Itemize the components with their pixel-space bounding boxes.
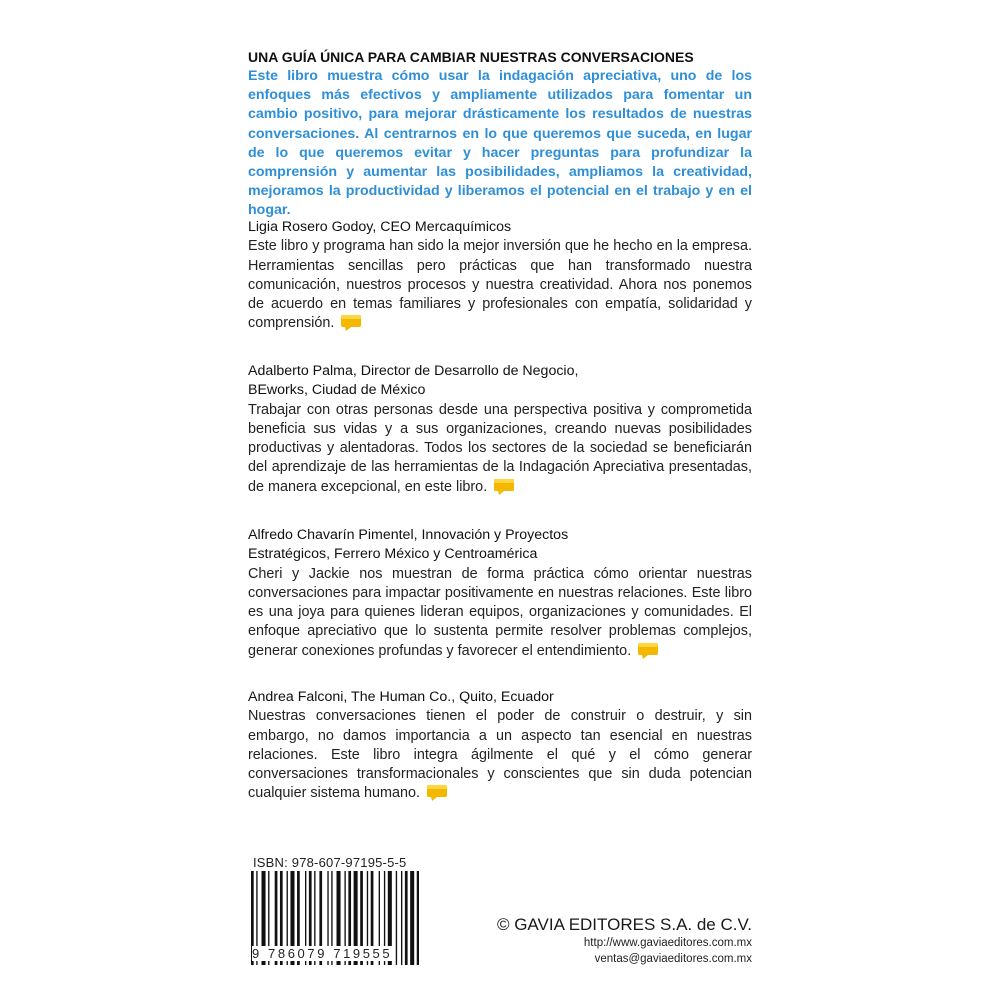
review-quote-text: Cheri y Jackie nos muestran de forma práctica cómo orientar nuestras conversaciones para impactar positivamente en nuestras relaciones. Este libro es una joya para quienes lideran equipos, organizaciones y comunidades. El enfoque apreciativo que lo sustenta permite resolver problemas complejos, generar conexiones profundas y favorecer el entendimiento. [248, 565, 752, 659]
barcode-bar [405, 871, 408, 965]
review-3 [248, 526, 752, 661]
review-quote [248, 401, 752, 497]
reviewer-line: Adalberto Palma, Director de Desarrollo de Negocio, [248, 363, 579, 379]
barcode-bar [396, 871, 397, 965]
review-quote [248, 707, 752, 803]
reviewer-line: Andrea Falconi, The Human Co., Quito, Ecuador [248, 689, 554, 705]
review-1 [248, 218, 752, 333]
review-2 [248, 362, 752, 497]
review-4 [248, 688, 752, 803]
reviewer-line: Alfredo Chavarín Pimentel, Innovación y Proyectos [248, 527, 569, 543]
cover-heading: UNA GUÍA ÚNICA PARA CAMBIAR NUESTRAS CONVERSACIONES [248, 49, 694, 65]
reviewer-line: Estratégicos, Ferrero México y Centroamérica [248, 546, 538, 563]
reviewer-line: Ligia Rosero Godoy, CEO Mercaquímicos [248, 219, 512, 235]
speech-bubble-icon [637, 642, 659, 660]
publisher-block [497, 915, 752, 967]
publisher-name: © GAVIA EDITORES S.A. de C.V. [496, 915, 752, 934]
publisher-url: http://www.gaviaeditores.com.mx [583, 937, 752, 949]
isbn-label: ISBN: 978-607-97195-5-5 [253, 855, 407, 870]
barcode-bar [401, 871, 402, 965]
speech-bubble-icon [426, 784, 448, 802]
review-quote [248, 237, 752, 333]
intro-paragraph: Este libro muestra cómo usar la indagación apreciativa, uno de los enfoques más efectivos y ampliamente utilizados para fomentar un cambio positivo, para mejorar drásticamente los resultados de nuestras conversaciones. Al centrarnos en lo que queremos que suceda, en lugar de lo que queremos evitar y hacer preguntas para profundizar la comprensión y aumentar las posibilidades, ampliamos la creatividad, mejoramos la productividad y liberamos el potencial en el trabajo y en el hogar. [248, 68, 752, 219]
barcode-bar [410, 871, 414, 965]
barcode-bar [417, 871, 419, 965]
reviewer-line: BEworks, Ciudad de México [248, 382, 426, 399]
review-quote [248, 565, 752, 661]
review-quote-text: Nuestras conversaciones tienen el poder de construir o destruir, y sin embargo, no damos importancia a un aspecto tan esencial en nuestras relaciones. Este libro integra ágilmente el qué y el cómo generar conversaciones transformacionales y conscientes que sin duda potencian cualquier sistema humano. [248, 708, 752, 802]
review-quote-text: Trabajar con otras personas desde una perspectiva positiva y comprometida beneficia sus vidas y a sus organizaciones, creando nuevas posibilidades productivas y alentadoras. Todos los sectores de la sociedad se beneficiarán del aprendizaje de las herramientas de la Indagación Apreciativa presentadas, de manera excepcional, en este libro. [248, 401, 752, 495]
review-quote-text: Este libro y programa han sido la mejor inversión que he hecho en la empresa. Herramientas sencillas pero prácticas que han transformado nuestra comunicación, nuestros procesos y nuestra creatividad. Ahora nos ponemos de acuerdo en temas familiares y profesionales con empatía, solidaridad y comprensión. [248, 238, 752, 332]
speech-bubble-icon [493, 478, 515, 496]
speech-bubble-icon [340, 314, 362, 332]
barcode-digits: 9 786079 719555 [252, 946, 393, 961]
back-cover-text [248, 48, 752, 802]
publisher-email: ventas@gaviaeditores.com.mx [594, 953, 752, 965]
